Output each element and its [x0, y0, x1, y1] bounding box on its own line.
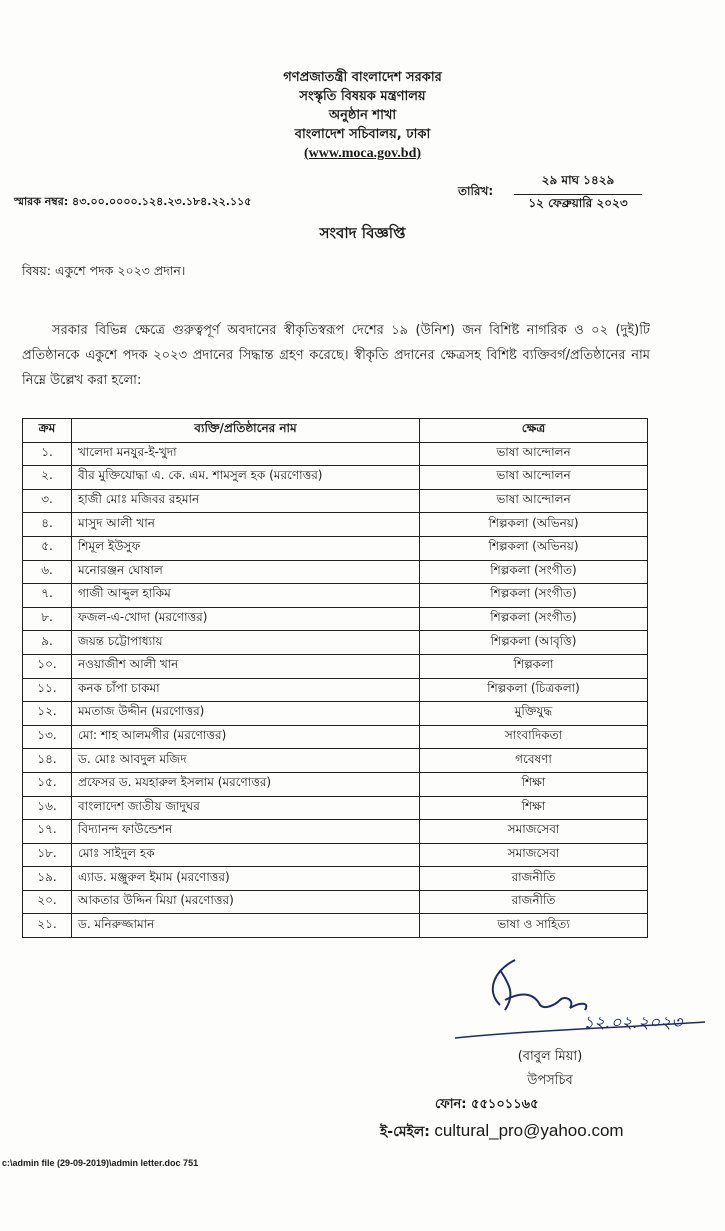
cell-field: শিল্পকলা — [420, 654, 648, 678]
cell-field: শিল্পকলা (আবৃত্তি) — [420, 631, 648, 655]
table-row — [23, 442, 648, 466]
cell-name: জয়ন্ত চট্টোপাধ্যায় — [72, 631, 420, 655]
cell-serial: ১৮. — [23, 843, 72, 867]
cell-serial: ৮. — [23, 607, 72, 631]
letterhead — [0, 68, 725, 163]
cell-serial: ৪. — [23, 513, 72, 537]
cell-serial: ১৯. — [23, 867, 72, 891]
signature-date: ১২.০২.২০২৩ — [583, 1013, 683, 1033]
cell-name: ড. মনিরুজ্জামান — [72, 914, 420, 938]
cell-name: প্রফেসর ড. মযহারুল ইসলাম (মরণোত্তর) — [72, 772, 420, 796]
cell-name: খালেদা মনযুর-ই-খুদা — [72, 442, 420, 466]
date-gregorian: ১২ ফেব্রুয়ারি ২০২৩ — [528, 196, 628, 210]
table-row — [23, 560, 648, 584]
table-row — [23, 489, 648, 513]
cell-name: শিমূল ইউসুফ — [72, 536, 420, 560]
table-row — [23, 820, 648, 844]
cell-serial: ৭. — [23, 584, 72, 608]
cell-field: শিল্পকলা (সংগীত) — [420, 607, 648, 631]
awardee-table — [22, 418, 648, 938]
table-row — [23, 749, 648, 773]
cell-field: গবেষণা — [420, 749, 648, 773]
ministry-name: সংস্কৃতি বিষয়ক মন্ত্রণালয় — [299, 89, 426, 104]
table-row — [23, 513, 648, 537]
cell-name: ড. মোঃ আবদুল মজিদ — [72, 749, 420, 773]
cell-name: কনক চাঁপা চাকমা — [72, 678, 420, 702]
table-row — [23, 796, 648, 820]
cell-name: মনোরঞ্জন ঘোষাল — [72, 560, 420, 584]
cell-serial: ১৫. — [23, 772, 72, 796]
cell-name: ফজল-এ-খোদা (মরণোত্তর) — [72, 607, 420, 631]
cell-field: শিক্ষা — [420, 772, 648, 796]
cell-field: ভাষা আন্দোলন — [420, 489, 648, 513]
date-bangla: ২৯ মাঘ ১৪২৯ — [514, 172, 642, 195]
cell-field: সমাজসেবা — [420, 820, 648, 844]
cell-field: ভাষা আন্দোলন — [420, 466, 648, 490]
table-row — [23, 843, 648, 867]
body-paragraph: সরকার বিভিন্ন ক্ষেত্রে গুরুত্বপূর্ণ অবদানের স্বীকৃতিস্বরূপ দেশের ১৯ (উনিশ) জন বিশিষ্ট নাগরিক ও ০২ (দুই)টি প্রতিষ্ঠানকে একুশে পদক ২০২৩ প্রদানের সিদ্ধান্ত গ্রহণ করেছে। স্বীকৃতি প্রদানের ক্ষেত্রসহ বিশিষ্ট ব্যক্তিবর্গ/প্রতিষ্ঠানের নাম নিম্নে উল্লেখ করা হলো: — [22, 323, 650, 388]
cell-name: মোঃ সাইদুল হক — [72, 843, 420, 867]
date-block — [514, 172, 642, 215]
cell-serial: ১৪. — [23, 749, 72, 773]
cell-serial: ১. — [23, 442, 72, 466]
cell-field: সাংবাদিকতা — [420, 725, 648, 749]
signatory-designation: উপসচিব — [527, 1073, 573, 1088]
email-label: ই-মেইল: — [380, 1124, 430, 1140]
cell-name: এ্যাড. মঞ্জুরুল ইমাম (মরণোত্তর) — [72, 867, 420, 891]
table-row — [23, 702, 648, 726]
cell-name: মমতাজ উদ্দীন (মরণোত্তর) — [72, 702, 420, 726]
handwritten-signature — [455, 950, 715, 1045]
table-row — [23, 678, 648, 702]
table-header-row — [23, 419, 648, 443]
cell-field: শিল্পকলা (অভিনয়) — [420, 513, 648, 537]
phone-number: ফোন: ৫৫১০১১৬৫ — [435, 1097, 539, 1112]
cell-serial: ১০. — [23, 654, 72, 678]
cell-field: ভাষা আন্দোলন — [420, 442, 648, 466]
cell-serial: ২১. — [23, 914, 72, 938]
table-row — [23, 772, 648, 796]
cell-name: গাজী আব্দুল হাকিম — [72, 584, 420, 608]
table-row — [23, 725, 648, 749]
signatory-block — [470, 1045, 630, 1093]
table-row — [23, 890, 648, 914]
file-path-footer: c:\admin file (29-09-2019)\admin letter.doc 751 — [2, 1158, 199, 1168]
subject-line: বিষয়: একুশে পদক ২০২৩ প্রদান। — [22, 263, 186, 278]
cell-name: হাজী মোঃ মজিবর রহমান — [72, 489, 420, 513]
cell-serial: ১৬. — [23, 796, 72, 820]
cell-serial: ১১. — [23, 678, 72, 702]
cell-field: রাজনীতি — [420, 890, 648, 914]
email-line — [380, 1120, 624, 1144]
cell-name: বিদ্যানন্দ ফাউন্ডেশন — [72, 820, 420, 844]
cell-field: রাজনীতি — [420, 867, 648, 891]
document-title: সংবাদ বিজ্ঞপ্তি — [319, 224, 406, 242]
cell-field: শিল্পকলা (চিত্রকলা) — [420, 678, 648, 702]
cell-name: নওয়াজীশ আলী খান — [72, 654, 420, 678]
cell-serial: ২. — [23, 466, 72, 490]
date-label: তারিখ: — [458, 184, 494, 198]
cell-serial: ১২. — [23, 702, 72, 726]
cell-serial: ৬. — [23, 560, 72, 584]
cell-field: শিল্পকলা (অভিনয়) — [420, 536, 648, 560]
cell-serial: ৩. — [23, 489, 72, 513]
cell-field: মুক্তিযুদ্ধ — [420, 702, 648, 726]
cell-field: সমাজসেবা — [420, 843, 648, 867]
cell-name: বাংলাদেশ জাতীয় জাদুঘর — [72, 796, 420, 820]
cell-name: আকতার উদ্দিন মিয়া (মরণোত্তর) — [72, 890, 420, 914]
table-row — [23, 466, 648, 490]
cell-name: মাসুদ আলী খান — [72, 513, 420, 537]
branch-name: অনুষ্ঠান শাখা — [328, 108, 397, 123]
cell-name: মো: শাহ আলমগীর (মরণোত্তর) — [72, 725, 420, 749]
table-row — [23, 536, 648, 560]
cell-name: বীর মুক্তিযোদ্ধা এ. কে. এম. শামসুল হক (মরণোত্তর) — [72, 466, 420, 490]
cell-field: শিল্পকলা (সংগীত) — [420, 560, 648, 584]
table-row — [23, 867, 648, 891]
header-field: ক্ষেত্র — [420, 419, 648, 443]
cell-field: শিক্ষা — [420, 796, 648, 820]
header-serial: ক্রম — [23, 419, 72, 443]
cell-serial: ১৭. — [23, 820, 72, 844]
website-link[interactable]: (www.moca.gov.bd) — [303, 146, 422, 161]
govt-name: গণপ্রজাতন্ত্রী বাংলাদেশ সরকার — [283, 70, 442, 85]
cell-serial: ৯. — [23, 631, 72, 655]
cell-field: ভাষা ও সাহিত্য — [420, 914, 648, 938]
cell-field: শিল্পকলা (সংগীত) — [420, 584, 648, 608]
table-row — [23, 654, 648, 678]
header-name: ব্যক্তি/প্রতিষ্ঠানের নাম — [72, 419, 420, 443]
cell-serial: ১৩. — [23, 725, 72, 749]
cell-serial: ৫. — [23, 536, 72, 560]
table-row — [23, 631, 648, 655]
memo-number: স্মারক নম্বর: ৪৩.০০.০০০০.১২৪.২৩.১৮৪.২২.১১৫ — [14, 195, 252, 208]
table-row — [23, 584, 648, 608]
signatory-name: (বাবুল মিয়া) — [517, 1049, 583, 1064]
table-row — [23, 607, 648, 631]
office-address: বাংলাদেশ সচিবালয়, ঢাকা — [294, 127, 431, 142]
table-row — [23, 914, 648, 938]
email-address[interactable]: cultural_pro@yahoo.com — [434, 1121, 624, 1140]
cell-serial: ২০. — [23, 890, 72, 914]
